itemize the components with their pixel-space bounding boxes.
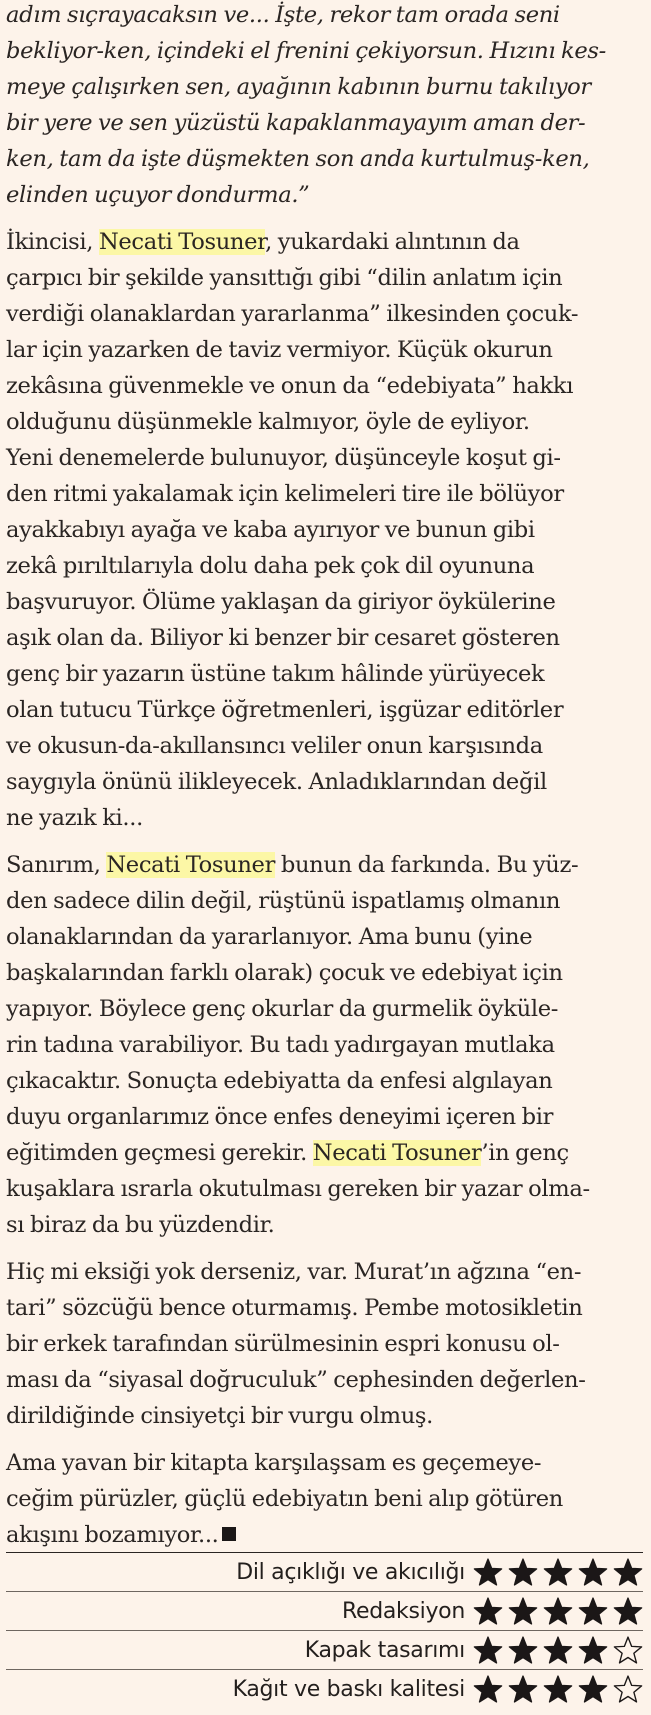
paragraph-line: verdiği olanaklardan yararlanma” ilkesinden çocuk- [6,301,579,327]
star-filled-icon [543,1635,573,1665]
quote-line: bir yere ve sen yüzüstü kapaklanmayayım aman der- [6,110,586,136]
rating-row [6,1553,643,1592]
paragraph-line [6,847,643,883]
rating-label: Kapak tasarımı [304,1637,465,1663]
paragraph-line: olduğunu düşünmekle kalmıyor, öyle de eyliyor. [6,409,530,435]
star-filled-icon [473,1557,503,1587]
star-filled-icon [613,1596,643,1626]
paragraph-line: dirildiğinde cinsiyetçi bir vurgu olmuş. [6,1403,433,1429]
paragraph-line: zekâsına güvenmekle ve onun da “edebiyata” hakkı [6,373,574,399]
star-filled-icon [543,1674,573,1704]
paragraph-2 [6,847,643,1243]
paragraph-line: Ama yavan bir kitapta karşılaşsam es geçemeye- [6,1450,542,1476]
paragraph-line: saygıyla önünü ilikleyecek. Anladıklarından değil [6,769,547,795]
paragraph-line: sı biraz da bu yüzdendir. [6,1212,275,1238]
text-run: akışını bozamıyor... [6,1522,219,1548]
paragraph-line: den sadece dilin değil, rüştünü ispatlamış olmanın [6,888,561,914]
star-filled-icon [578,1635,608,1665]
star-filled-icon [473,1674,503,1704]
star-filled-icon [543,1596,573,1626]
paragraph-line: ayakkabıyı ayağa ve kaba ayırıyor ve bunun gibi [6,517,535,543]
paragraph-1 [6,224,643,836]
quote-line: ken, tam da işte düşmekten son anda kurtulmuş-ken, [6,146,590,172]
rating-row [6,1631,643,1670]
paragraph-line: ve okusun-da-akıllansıncı veliler onun karşısında [6,733,543,759]
star-filled-icon [508,1635,538,1665]
quote-line: meye çalışırken sen, ayağının kabının burnu takılıyor [6,74,591,100]
highlighted-author-name: Necati Tosuner [106,852,276,878]
star-filled-icon [578,1674,608,1704]
star-rating [473,1557,643,1587]
highlighted-author-name: Necati Tosuner [312,1140,482,1166]
paragraph-line: olanaklarından da yararlanıyor. Ama bunu (yine [6,924,533,950]
star-rating [473,1674,643,1704]
paragraph-line: zekâ pırıltılarıyla dolu daha pek çok dil oyununa [6,553,535,579]
star-filled-icon [508,1674,538,1704]
paragraph-line: başkalarından farklı olarak) çocuk ve edebiyat için [6,960,563,986]
text-run: eğitimden geçmesi gerekir. [6,1140,313,1166]
end-of-article-square-icon [222,1527,236,1541]
paragraph-line: yapıyor. Böylece genç okurlar da gurmelik öyküle- [6,996,559,1022]
star-filled-icon [473,1635,503,1665]
paragraph-line: çarpıcı bir şekilde yansıttığı gibi “dilin anlatım için [6,265,563,291]
star-filled-icon [613,1557,643,1587]
quote-line: bekliyor-ken, içindeki el frenini çekiyorsun. Hızını kes- [6,38,606,64]
rating-label: Kağıt ve baskı kalitesi [232,1676,465,1702]
text-run: ’in genç [481,1140,569,1166]
paragraph-4 [6,1445,643,1553]
paragraph-line: tari” sözcüğü bence oturmamış. Pembe motosikletin [6,1295,583,1321]
star-filled-icon [508,1557,538,1587]
star-rating [473,1635,643,1665]
paragraph-line [6,224,643,260]
star-filled-icon [543,1557,573,1587]
star-filled-icon [578,1557,608,1587]
text-run: bunun da farkında. Bu yüz- [275,852,579,878]
paragraph-line: çıkacaktır. Sonuçta edebiyatta da enfesi algılayan [6,1068,553,1094]
paragraph-3 [6,1254,643,1434]
rating-row [6,1670,643,1708]
paragraph-line: ması da “siyasal doğruculuk” cephesinden değerlen- [6,1367,586,1393]
star-empty-icon [613,1674,643,1704]
star-filled-icon [578,1596,608,1626]
star-rating [473,1596,643,1626]
paragraph-line: bir erkek tarafından sürülmesinin espri konusu ol- [6,1331,560,1357]
paragraph-line: lar için yazarken de taviz vermiyor. Küçük okurun [6,337,553,363]
highlighted-author-name: Necati Tosuner [98,229,266,255]
paragraph-line: rin tadına varabiliyor. Bu tadı yadırgayan mutlaka [6,1032,555,1058]
paragraph-line: den ritmi yakalamak için kelimeleri tire ile bölüyor [6,481,564,507]
text-run: İkincisi, [6,229,99,255]
paragraph-line: ne yazık ki... [6,805,143,831]
quote-block [6,0,643,213]
paragraph-line: duyu organlarımız önce enfes deneyimi içeren bir [6,1104,554,1130]
text-run: , yukardaki alıntının da [265,229,520,255]
paragraph-line: kuşaklara ısrarla okutulması gereken bir yazar olma- [6,1176,590,1202]
paragraph-line: başvuruyor. Ölüme yaklaşan da giriyor öykülerine [6,589,556,615]
quote-line: elinden uçuyor dondurma.” [6,182,310,208]
paragraph-line: Hiç mi eksiği yok derseniz, var. Murat’ın ağzına “en- [6,1259,582,1285]
paragraph-line [6,1135,643,1171]
paragraph-line: ceğim pürüzler, güçlü edebiyatın beni alıp götüren [6,1486,563,1512]
star-filled-icon [508,1596,538,1626]
ratings-table [6,1552,643,1708]
quote-line: adım sıçrayacaksın ve... İşte, rekor tam orada seni [6,2,560,28]
paragraph-line: Yeni denemelerde bulunuyor, düşünceyle koşut gi- [6,445,561,471]
star-empty-icon [613,1635,643,1665]
rating-row [6,1592,643,1631]
text-run: Sanırım, [6,852,107,878]
paragraph-line: aşık olan da. Biliyor ki benzer bir cesaret gösteren [6,625,560,651]
paragraph-line: olan tutucu Türkçe öğretmenleri, işgüzar editörler [6,697,564,723]
star-filled-icon [473,1596,503,1626]
rating-label: Dil açıklığı ve akıcılığı [236,1559,465,1585]
paragraph-line [6,1517,643,1553]
paragraph-line: genç bir yazarın üstüne takım hâlinde yürüyecek [6,661,545,687]
rating-label: Redaksiyon [341,1598,465,1624]
